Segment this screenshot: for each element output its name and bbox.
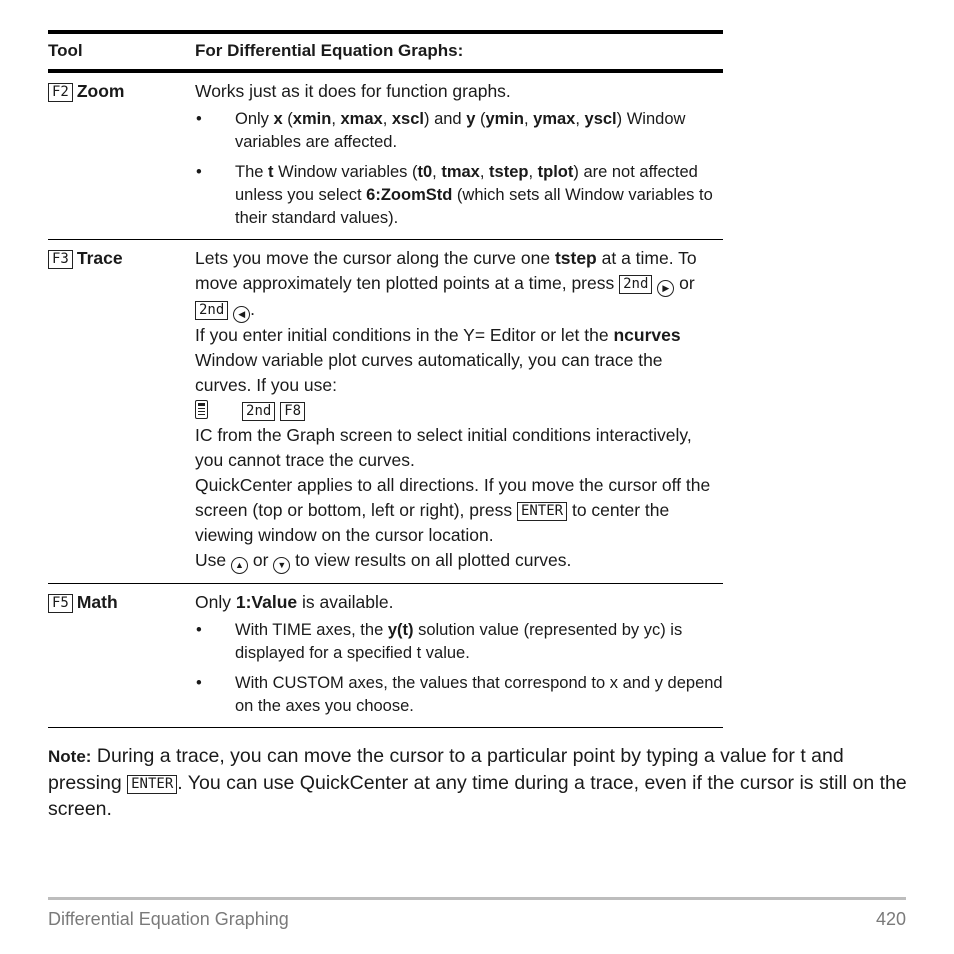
bullet-icon: • bbox=[196, 674, 202, 692]
2nd-key: 2nd bbox=[242, 402, 275, 421]
tool-name: Math bbox=[76, 592, 118, 612]
enter-key: ENTER bbox=[127, 775, 177, 794]
tools-table bbox=[48, 30, 723, 728]
table-row-math bbox=[48, 584, 723, 728]
description-text: Only 1:Value is available. bbox=[195, 592, 394, 612]
trace-key-sequence bbox=[195, 398, 723, 423]
tool-name: Trace bbox=[76, 248, 123, 268]
calculator-icon bbox=[195, 400, 208, 419]
table-row-trace bbox=[48, 240, 723, 584]
bullet-list bbox=[195, 108, 723, 230]
2nd-key: 2nd bbox=[195, 301, 228, 320]
list-item: • The t Window variables (t0, tmax, tstep, tplot) are not affected unless you select 6:ZoomStd (which sets all Window variables to their standard values). bbox=[196, 163, 713, 227]
table-header-row bbox=[48, 32, 723, 71]
f8-key: F8 bbox=[280, 402, 305, 421]
tool-cell bbox=[48, 584, 195, 728]
f5-key: F5 bbox=[48, 594, 73, 613]
page-number: 420 bbox=[875, 909, 906, 929]
f3-key: F3 bbox=[48, 250, 73, 269]
description-cell bbox=[195, 240, 723, 584]
table-row-zoom bbox=[48, 71, 723, 240]
list-item: • Only x (xmin, xmax, xscl) and y (ymin, ymax, yscl) Window variables are affected. bbox=[196, 110, 686, 151]
bullet-list bbox=[195, 619, 723, 718]
footer-divider bbox=[48, 897, 906, 900]
trace-para-4: QuickCenter applies to all directions. If you move the cursor off the screen (top or bottom, left or right), press ENTER to center the viewing window on the cursor location. bbox=[195, 475, 711, 545]
bullet-icon: • bbox=[196, 110, 202, 128]
description-text: Works just as it does for function graphs. bbox=[195, 81, 511, 101]
trace-para-1: Lets you move the cursor along the curve one tstep at a time. To move approximately ten plotted points at a time, press 2nd ▶ or 2nd ◀ . bbox=[195, 246, 723, 323]
down-arrow-icon: ▼ bbox=[273, 557, 290, 574]
enter-key: ENTER bbox=[517, 502, 567, 521]
note-label: Note: bbox=[48, 747, 92, 766]
up-arrow-icon: ▲ bbox=[231, 557, 248, 574]
list-item: • With CUSTOM axes, the values that correspond to x and y depend on the axes you choose. bbox=[196, 674, 723, 715]
right-arrow-icon: ▶ bbox=[657, 280, 674, 297]
list-item: • With TIME axes, the y(t) solution value (represented by yc) is displayed for a specified t value. bbox=[196, 621, 683, 662]
trace-para-5: Use ▲ or ▼ to view results on all plotted curves. bbox=[195, 548, 723, 574]
tool-cell bbox=[48, 240, 195, 584]
description-cell bbox=[195, 71, 723, 240]
f2-key: F2 bbox=[48, 83, 73, 102]
left-arrow-icon: ◀ bbox=[233, 306, 250, 323]
2nd-key: 2nd bbox=[619, 275, 652, 294]
trace-para-2: If you enter initial conditions in the Y= Editor or let the ncurves Window variable plot curves automatically, you can trace the curves. If you use: bbox=[195, 325, 681, 395]
trace-para-3: IC from the Graph screen to select initial conditions interactively, you cannot trace the curves. bbox=[195, 425, 692, 470]
header-tool: Tool bbox=[48, 32, 195, 71]
note-paragraph: Note: During a trace, you can move the cursor to a particular point by typing a value for t and pressing ENTER . You can use QuickCenter at any time during a trace, even if the cursor is still on the screen. bbox=[48, 745, 907, 820]
bullet-icon: • bbox=[196, 621, 202, 639]
tool-cell bbox=[48, 71, 195, 240]
description-cell bbox=[195, 584, 723, 728]
tool-name: Zoom bbox=[76, 81, 125, 101]
footer-title: Differential Equation Graphing bbox=[48, 909, 289, 929]
bullet-icon: • bbox=[196, 163, 202, 181]
header-description: For Differential Equation Graphs: bbox=[195, 32, 723, 71]
